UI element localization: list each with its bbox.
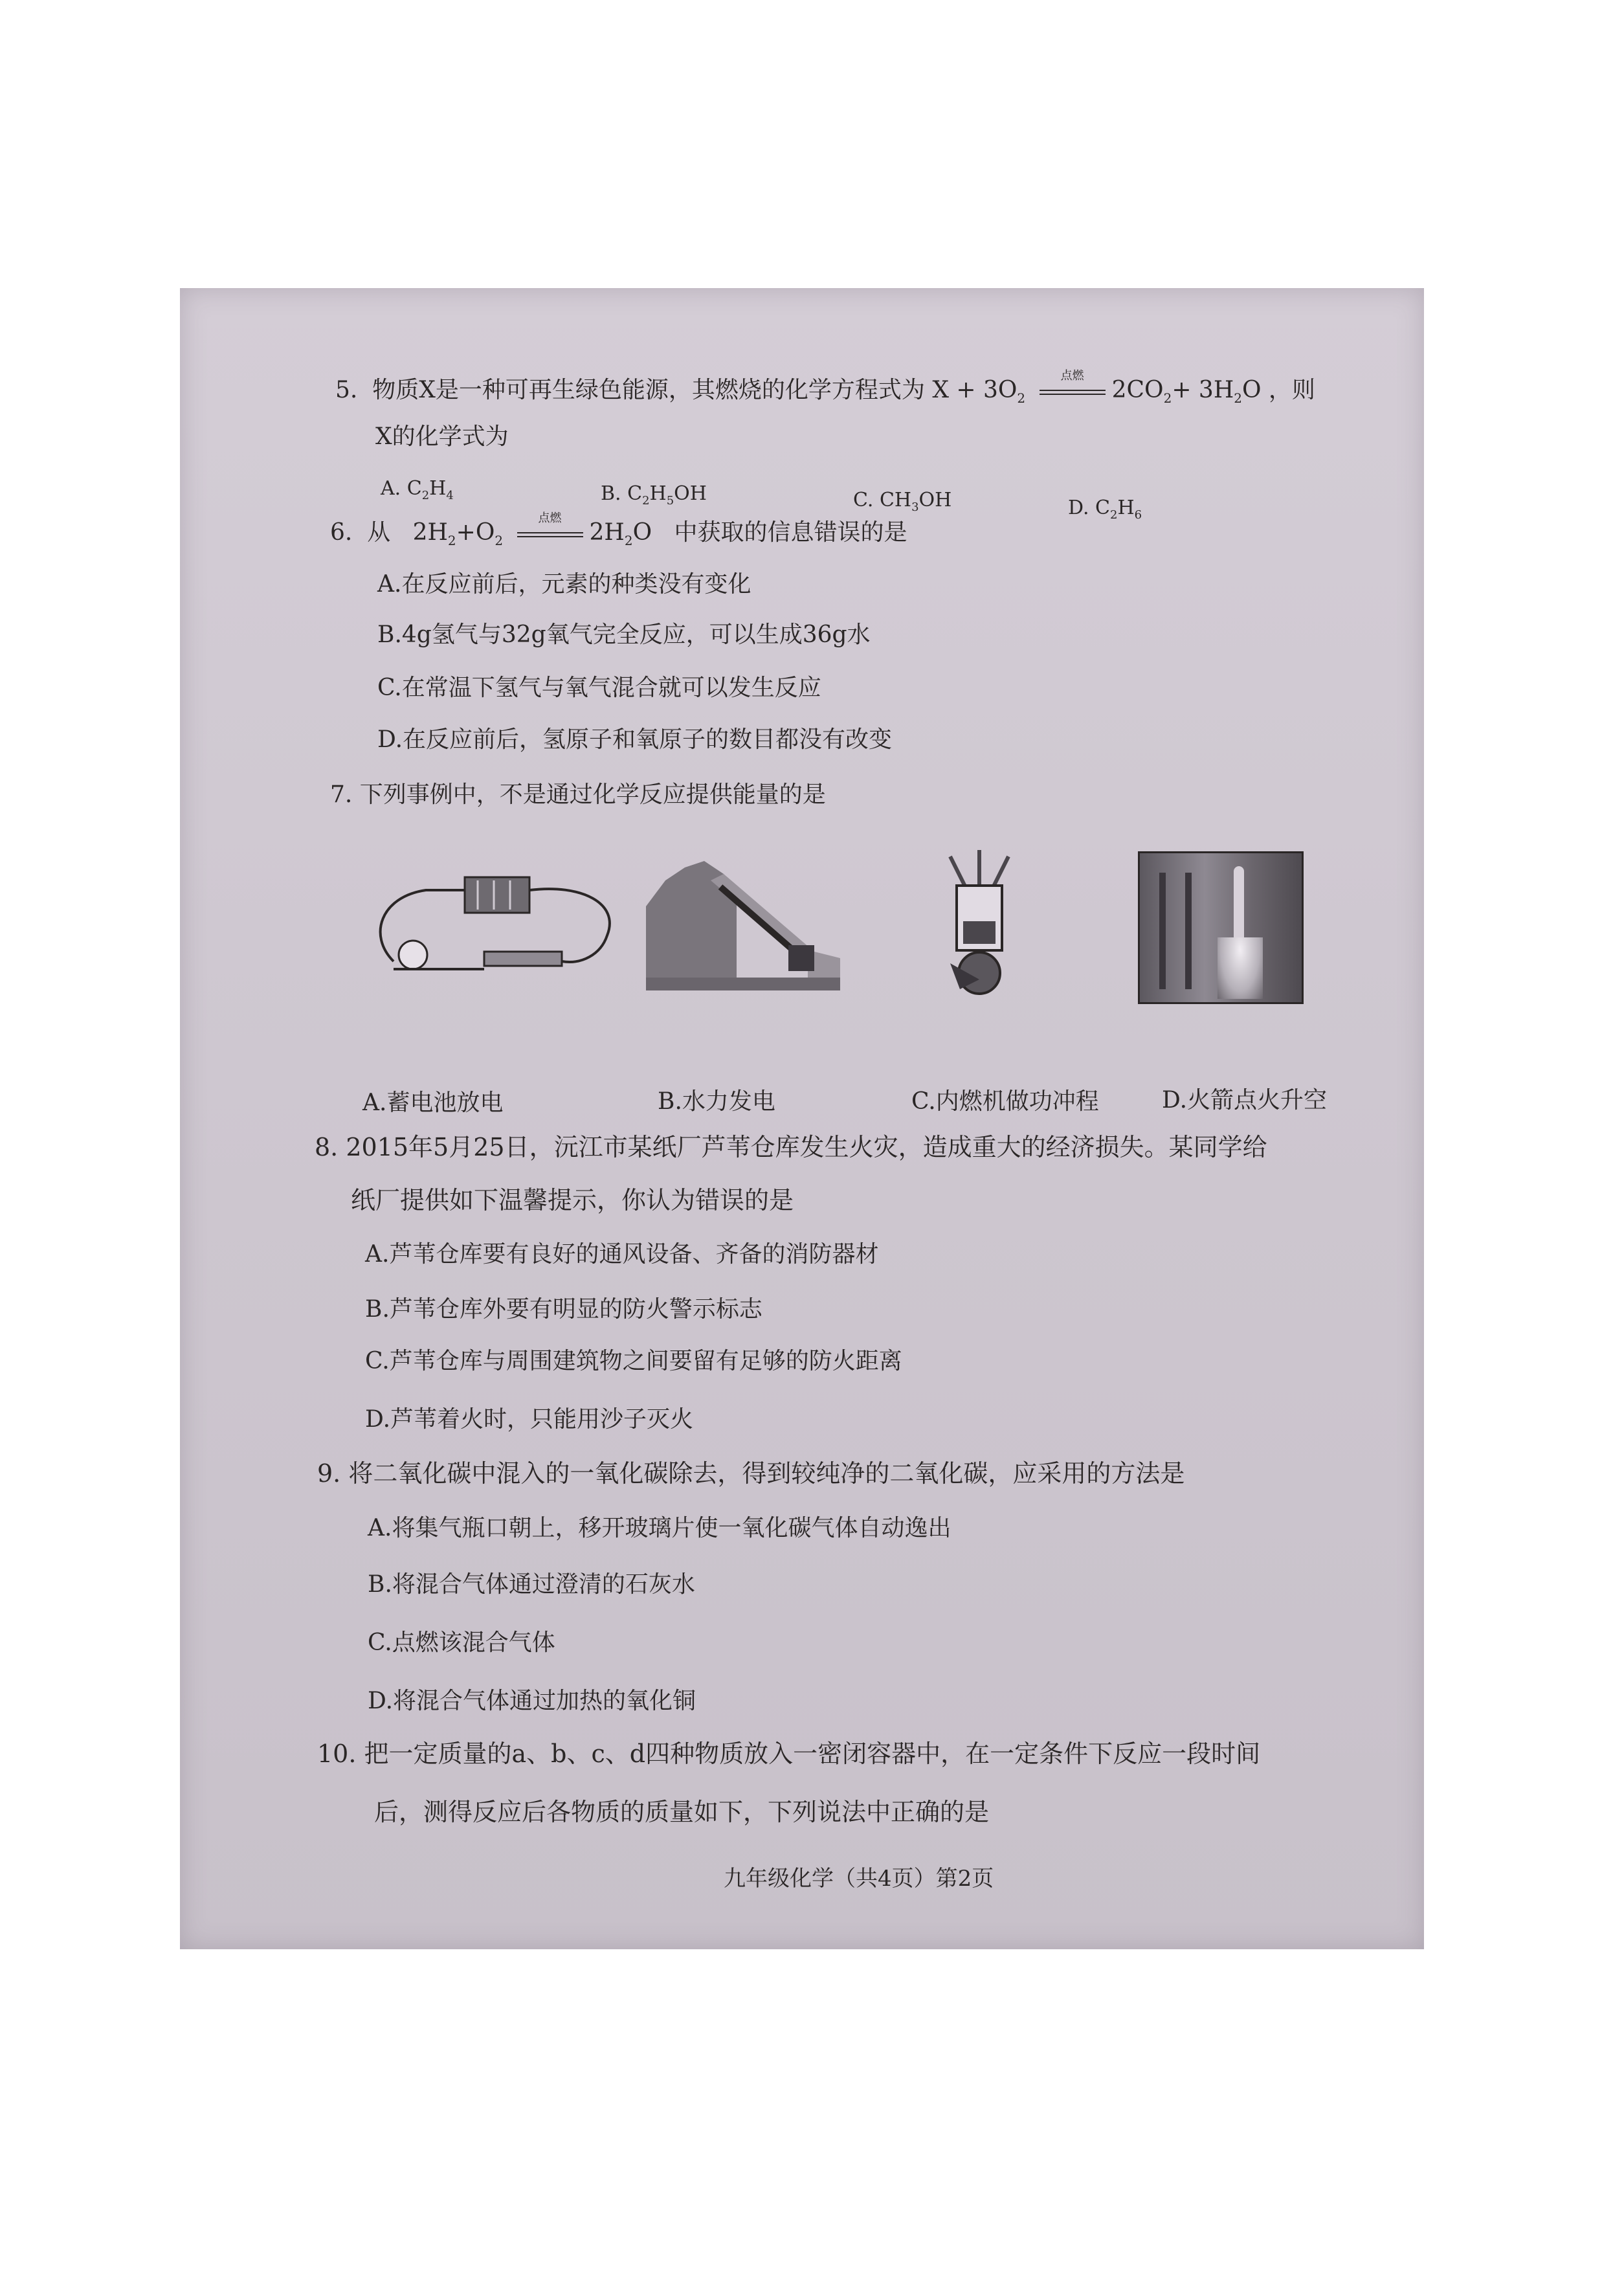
reaction-arrow: 点燃 bbox=[515, 524, 586, 544]
q10-line1: 10. 把一定质量的a、b、c、d四种物质放入一密闭容器中，在一定条件下反应一段时间 bbox=[317, 1739, 1261, 1768]
q8-line1: 8. 2015年5月25日，沅江市某纸厂芦苇仓库发生火灾，造成重大的经济损失。某同学给 bbox=[315, 1133, 1267, 1161]
q5-option-a: A. $C_2H_4$ bbox=[381, 477, 454, 502]
q7-caption-b: B.水力发电 bbox=[658, 1088, 775, 1115]
q9-option-c: C.点燃该混合气体 bbox=[368, 1629, 555, 1656]
q6-option-a: A.在反应前后，元素的种类没有变化 bbox=[377, 571, 751, 598]
q5-line2: X的化学式为 bbox=[375, 423, 509, 450]
q8-option-c: C.芦苇仓库与周围建筑物之间要留有足够的防火距离 bbox=[365, 1348, 902, 1374]
q5-option-d: D. $C_2H_6$ bbox=[1068, 497, 1142, 522]
q6-option-d: D.在反应前后，氢原子和氧原子的数目都没有改变 bbox=[377, 726, 893, 753]
q9-line1: 9. 将二氧化碳中混入的一氧化碳除去，得到较纯净的二氧化碳，应采用的方法是 bbox=[317, 1459, 1185, 1488]
q6-stem: 6. 从 $2H_2+O_2$ 点燃 $2H_2O$ 中获取的信息错误的是 bbox=[330, 511, 907, 549]
q9-option-d: D.将混合气体通过加热的氧化铜 bbox=[368, 1688, 696, 1714]
reaction-arrow: 点燃 bbox=[1037, 382, 1108, 401]
q5-line1: 5. 物质X是一种可再生绿色能源，其燃烧的化学方程式为 $X + 3O_2$ 点燃 $2CO_2+ 3H_2O$ ，则 bbox=[335, 369, 1315, 407]
q8-line2: 纸厂提供如下温馨提示，你认为错误的是 bbox=[351, 1186, 794, 1214]
hydropower-picture bbox=[646, 855, 840, 990]
q8-option-d: D.芦苇着火时，只能用沙子灭火 bbox=[365, 1406, 694, 1433]
q7-caption-a: A.蓄电池放电 bbox=[362, 1090, 504, 1116]
q6-option-b: B.4g氢气与32g氧气完全反应，可以生成36g水 bbox=[377, 621, 871, 648]
exam-page bbox=[180, 288, 1424, 1949]
q5-option-b: B. $C_2H_5OH$ bbox=[601, 482, 707, 508]
q10-line2: 后，测得反应后各物质的质量如下，下列说法中正确的是 bbox=[374, 1798, 990, 1826]
q8-option-a: A.芦苇仓库要有良好的通风设备、齐备的消防器材 bbox=[365, 1241, 879, 1268]
q9-option-a: A.将集气瓶口朝上，移开玻璃片使一氧化碳气体自动逸出 bbox=[368, 1515, 951, 1541]
q7-stem: 7. 下列事例中，不是通过化学反应提供能量的是 bbox=[330, 781, 826, 808]
q8-option-b: B.芦苇仓库外要有明显的防火警示标志 bbox=[365, 1296, 762, 1323]
battery-circuit-picture bbox=[368, 858, 627, 981]
q7-caption-d: D.火箭点火升空 bbox=[1162, 1087, 1328, 1113]
engine-picture bbox=[931, 850, 1028, 999]
rocket-launch-picture bbox=[1138, 851, 1304, 1004]
page-footer: 九年级化学（共4页）第2页 bbox=[724, 1866, 994, 1892]
q7-caption-c: C.内燃机做功冲程 bbox=[911, 1088, 1099, 1115]
q6-option-c: C.在常温下氢气与氧气混合就可以发生反应 bbox=[377, 675, 821, 701]
q9-option-b: B.将混合气体通过澄清的石灰水 bbox=[368, 1571, 695, 1598]
q5-option-c: C. $CH_3OH$ bbox=[853, 489, 952, 514]
